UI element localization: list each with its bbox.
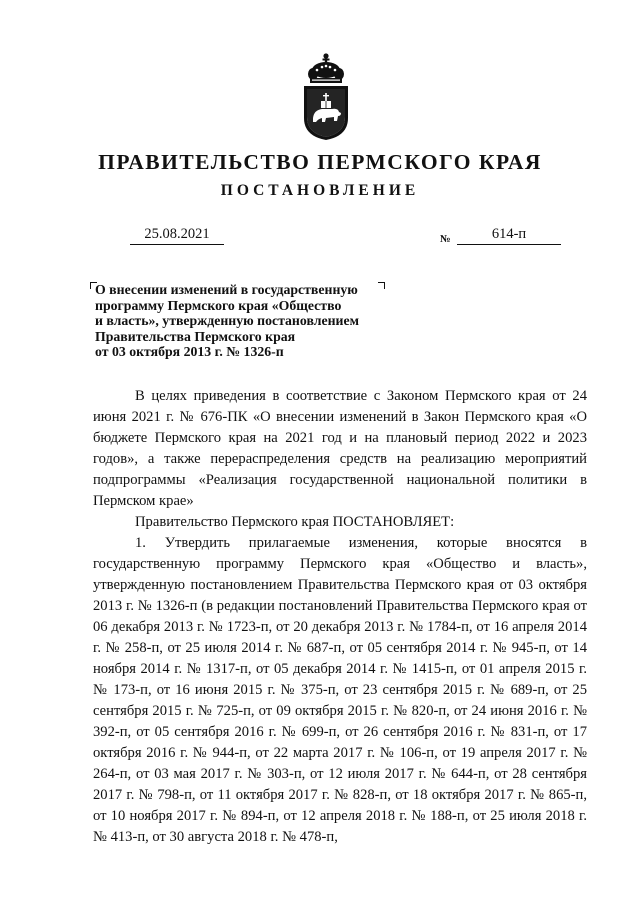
government-title: ПРАВИТЕЛЬСТВО ПЕРМСКОГО КРАЯ bbox=[98, 150, 542, 174]
preamble-paragraph: В целях приведения в соответствие с Законом Пермского края от 24 июня 2021 г. № 676-ПК «О внесении изменений в Закон Пермского края «О бюджете Пермского края на 2021 год и на плановый период 2022 и 2023 годов», а также перераспределения средств на реализацию мероприятий подпрограммы «Реализация государственной национальной политики в Пермском крае» bbox=[93, 388, 587, 509]
decree-subject bbox=[95, 282, 405, 360]
decree-body bbox=[93, 386, 587, 848]
resolution-paragraph: Правительство Пермского края ПОСТАНОВЛЯЕТ: bbox=[135, 514, 455, 530]
perm-krai-coat-of-arms-icon bbox=[298, 52, 354, 142]
decree-number: 614-п bbox=[457, 226, 561, 245]
document-type-title: ПОСТАНОВЛЕНИЕ bbox=[220, 182, 420, 199]
subject-line: О внесении изменений в государственную bbox=[95, 282, 358, 297]
subject-line: от 03 октября 2013 г. № 1326-п bbox=[95, 344, 284, 359]
item-1-paragraph: 1. Утвердить прилагаемые изменения, которые вносятся в государственную программу Пермского края «Общество и власть», утвержденную постановлением Правительства Пермского края от 03 октября 2013 г. № 1326-п (в редакции постановлений Правительства Пермского края от 06 декабря 2013 г. № 1723-п, от 20 декабря 2013 г. № 1784-п, от 16 апреля 2014 г. № 258-п, от 25 июля 2014 г. № 687-п, от 05 сентября 2014 г. № 945-п, от 14 ноября 2014 г. № 1317-п, от 05 декабря 2014 г. № 1415-п, от 01 апреля 2015 г. № 173-п, от 16 июня 2015 г. № 375-п, от 23 сентября 2015 г. № 689-п, от 25 сентября 2015 г. № 725-п, от 09 октября 2015 г. № 820-п, от 24 июня 2016 г. № 392-п, от 05 сентября 2016 г. № 699-п, от 26 сентября 2016 г. № 831-п, от 17 октября 2016 г. № 944-п, от 22 марта 2017 г. № 106-п, от 19 апреля 2017 г. № 264-п, от 03 мая 2017 г. № 303-п, от 12 июля 2017 г. № 644-п, от 28 сентября 2017 г. № 798-п, от 11 октября 2017 г. № 828-п, от 18 октября 2017 г. № 865-п, от 10 ноября 2017 г. № 894-п, от 12 апреля 2018 г. № 188-п, от 25 июля 2018 г. № 413-п, от 30 августа 2018 г. № 478-п, bbox=[93, 535, 587, 845]
subject-line: программу Пермского края «Общество bbox=[95, 297, 342, 313]
number-sign: № bbox=[440, 234, 451, 245]
subject-line: Правительства Пермского края bbox=[95, 328, 296, 344]
decree-date: 25.08.2021 bbox=[130, 226, 224, 245]
subject-line: и власть», утвержденную постановлением bbox=[95, 313, 359, 328]
